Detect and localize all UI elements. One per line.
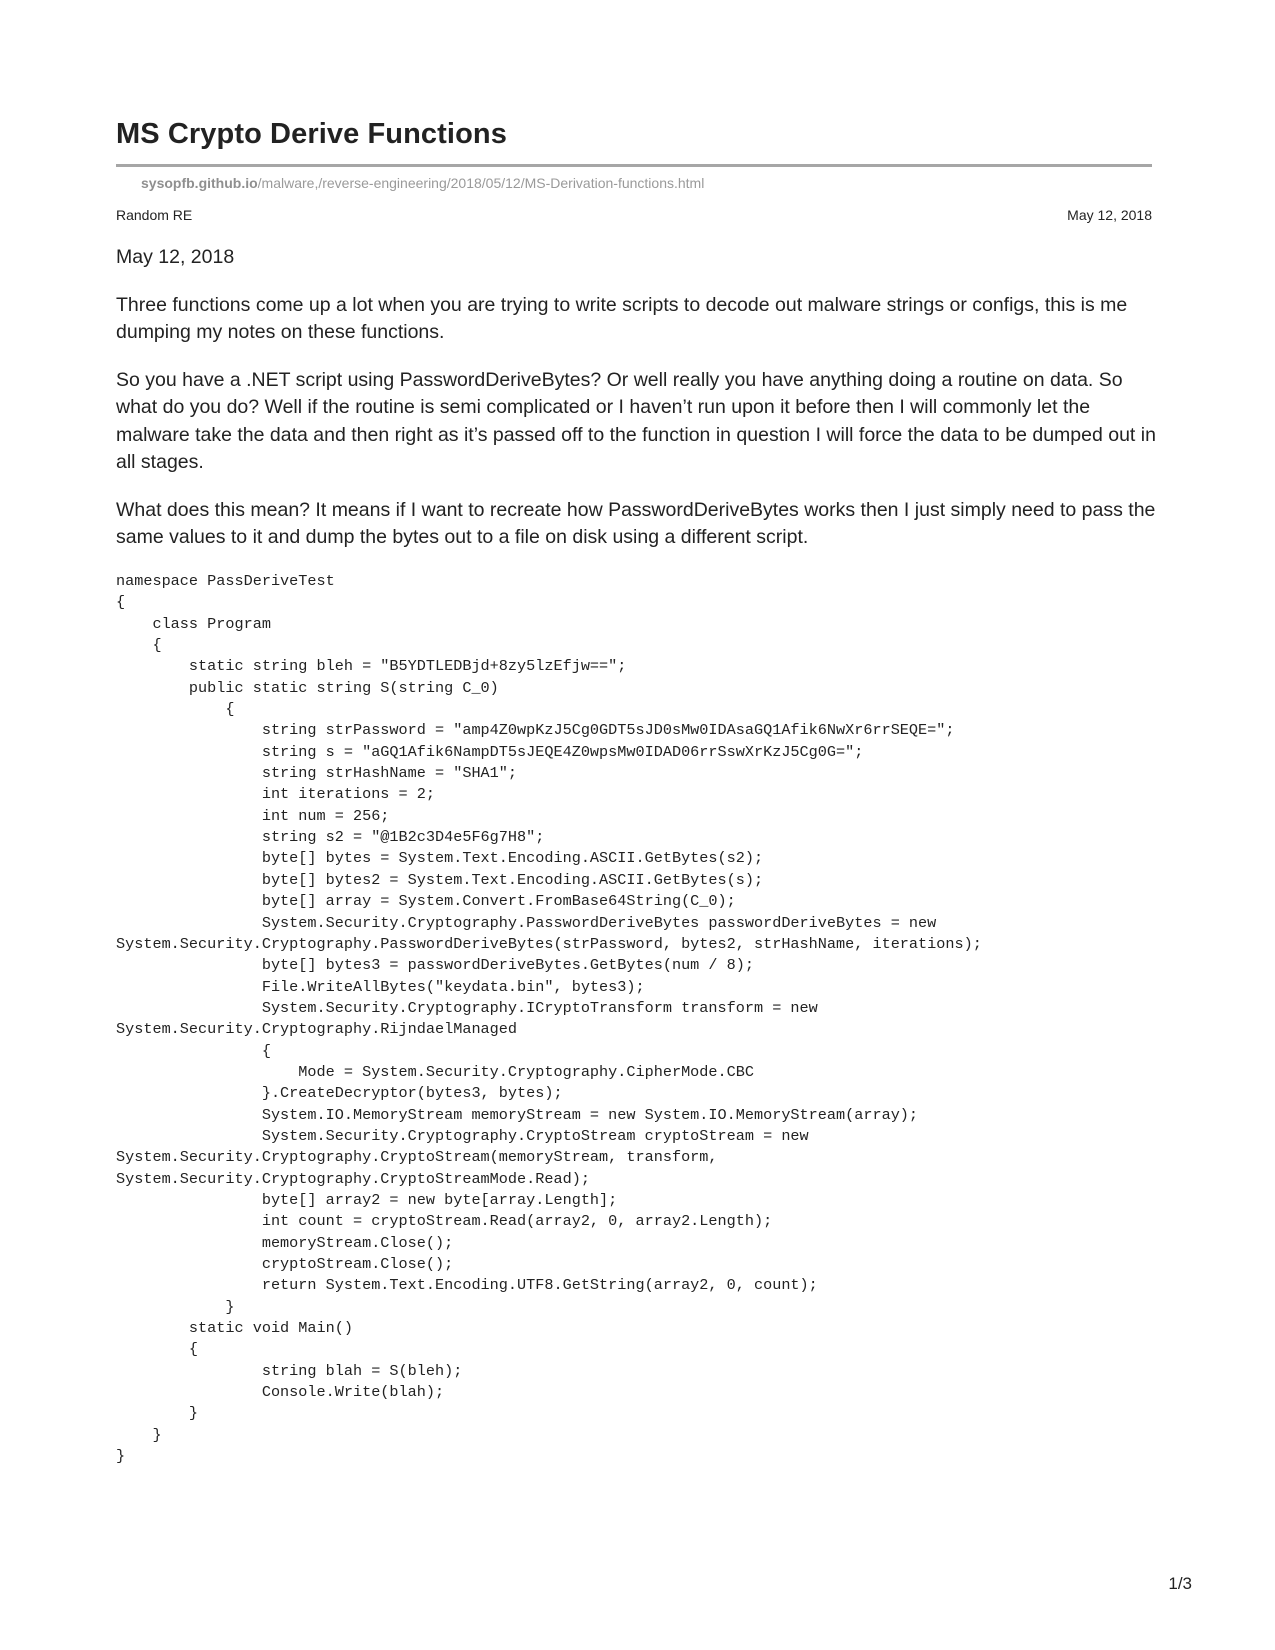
code-line: System.Security.Cryptography.CryptoStream cryptoStream = new — [116, 1126, 809, 1145]
code-line: namespace PassDeriveTest — [116, 572, 335, 590]
code-line: Mode = System.Security.Cryptography.CipherMode.CBC — [116, 1062, 754, 1081]
code-line: } — [116, 1297, 235, 1316]
code-line: System.Security.Cryptography.CryptoStream(memoryStream, transform, — [116, 1148, 718, 1167]
code-line: int iterations = 2; — [116, 785, 435, 804]
code-line: System.Security.Cryptography.ICryptoTransform transform = new — [116, 998, 818, 1017]
code-line: static void Main() — [116, 1319, 353, 1338]
code-line: } — [116, 1447, 126, 1466]
code-line: byte[] bytes = System.Text.Encoding.ASCII.GetBytes(s2); — [116, 849, 764, 868]
code-line: return System.Text.Encoding.UTF8.GetString(array2, 0, count); — [116, 1276, 818, 1295]
code-line: string s = "aGQ1Afik6NampDT5sJEQE4Z0wpsMw0IDAD06rrSswXrKzJ5Cg0G="; — [116, 742, 864, 761]
code-line: { — [116, 593, 126, 612]
code-line: memoryStream.Close(); — [116, 1233, 454, 1252]
page-title: MS Crypto Derive Functions — [116, 118, 507, 150]
paragraph-approach: So you have a .NET script using PasswordDeriveBytes? Or well really you have anything doing a routine on data. So what do you do? Well if the routine is semi complicated or I haven’t run upon it before then I will commonly let the malware take the data and then right as it’s passed off to the function in question I will force the data to be dumped out in all stages. — [116, 369, 1156, 473]
paragraph-intro: Three functions come up a lot when you are trying to write scripts to decode out malware strings or configs, this is me dumping my notes on these functions. — [116, 294, 1128, 344]
code-line: class Program — [116, 614, 271, 633]
code-line: } — [116, 1404, 199, 1423]
code-line: int count = cryptoStream.Read(array2, 0, array2.Length); — [116, 1212, 773, 1231]
code-line: System.Security.Cryptography.RijndaelManaged — [116, 1020, 518, 1039]
code-line: cryptoStream.Close(); — [116, 1255, 454, 1273]
site-name: Random RE — [116, 207, 193, 223]
url-path: /malware,/reverse-engineering/2018/05/12/MS-Derivation-functions.html — [257, 175, 705, 191]
code-line: { — [116, 700, 235, 719]
code-line: System.IO.MemoryStream memoryStream = new System.IO.MemoryStream(array); — [116, 1105, 919, 1124]
code-line: { — [116, 1041, 271, 1060]
source-url[interactable] — [141, 175, 704, 191]
code-line: string blah = S(bleh); — [116, 1361, 463, 1380]
code-line: System.Security.Cryptography.CryptoStreamMode.Read); — [116, 1169, 590, 1188]
code-line: System.Security.Cryptography.PasswordDeriveBytes passwordDeriveBytes = new — [116, 913, 937, 932]
paragraph-meaning: What does this mean? It means if I want to recreate how PasswordDeriveBytes works then I just simply need to pass the same values to it and dump the bytes out to a file on disk using a different script. — [116, 499, 1156, 549]
code-line: string strHashName = "SHA1"; — [116, 764, 518, 783]
code-line: static string bleh = "B5YDTLEDBjd+8zy5lzEfjw=="; — [116, 657, 627, 676]
code-line: } — [116, 1425, 162, 1444]
title-divider — [116, 164, 1152, 167]
page-number: 1/3 — [1168, 1574, 1192, 1593]
code-line: byte[] bytes3 = passwordDeriveBytes.GetBytes(num / 8); — [116, 956, 754, 975]
code-line: System.Security.Cryptography.PasswordDeriveBytes(strPassword, bytes2, strHashName, iterations); — [116, 934, 982, 953]
url-domain: sysopfb.github.io — [141, 175, 258, 191]
code-line: byte[] array = System.Convert.FromBase64String(C_0); — [116, 892, 736, 911]
code-block — [116, 571, 982, 1467]
code-line: public static string S(string C_0) — [116, 678, 499, 697]
post-date: May 12, 2018 — [116, 246, 235, 268]
code-line: Console.Write(blah); — [116, 1383, 445, 1402]
code-line: string strPassword = "amp4Z0wpKzJ5Cg0GDT5sJD0sMw0IDAsaGQ1Afik6NwXr6rrSEQE="; — [116, 721, 955, 740]
code-line: byte[] array2 = new byte[array.Length]; — [116, 1190, 618, 1209]
header-date: May 12, 2018 — [1067, 207, 1152, 223]
code-line: { — [116, 1340, 199, 1359]
code-line: File.WriteAllBytes("keydata.bin", bytes3); — [116, 977, 645, 996]
code-line: { — [116, 636, 162, 655]
code-line: }.CreateDecryptor(bytes3, bytes); — [116, 1084, 563, 1103]
code-line: byte[] bytes2 = System.Text.Encoding.ASCII.GetBytes(s); — [116, 870, 764, 889]
code-line: int num = 256; — [116, 806, 390, 825]
code-line: string s2 = "@1B2c3D4e5F6g7H8"; — [116, 828, 545, 847]
